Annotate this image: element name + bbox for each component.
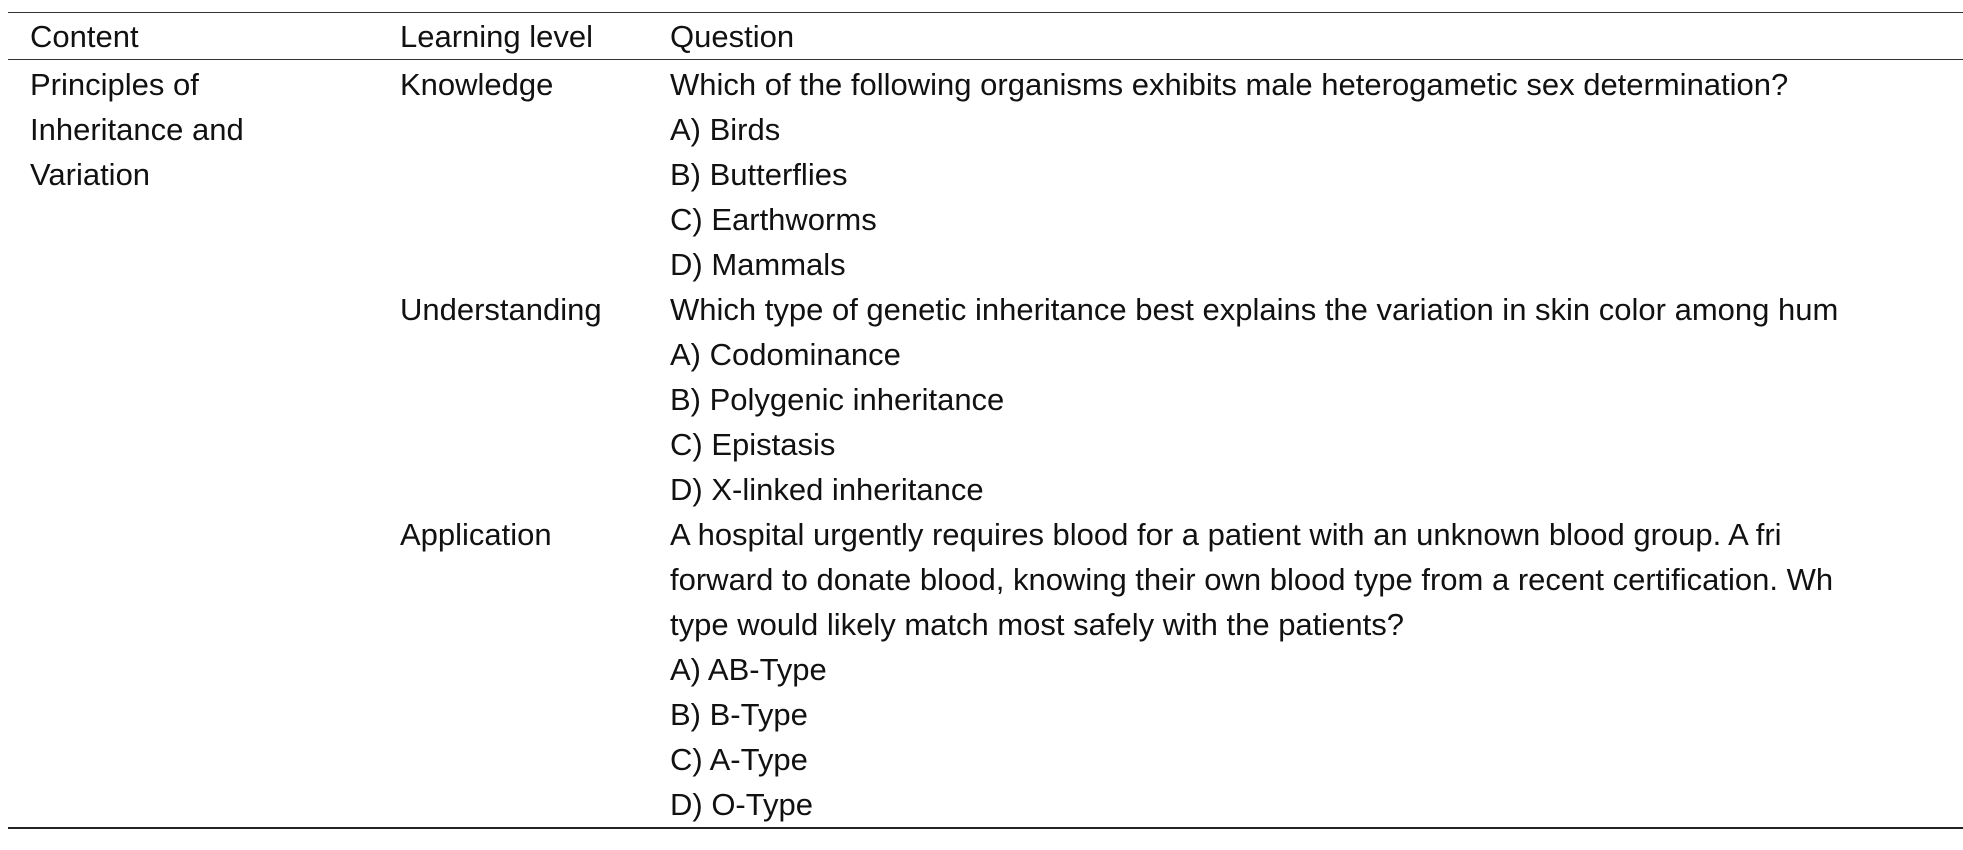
answer-option: A) Birds bbox=[670, 112, 781, 147]
question-text: Which of the following organisms exhibits male heterogametic sex determination? bbox=[670, 67, 1789, 102]
row-group-understanding bbox=[8, 287, 1963, 512]
answer-option: A) AB-Type bbox=[670, 652, 827, 687]
table-header bbox=[8, 13, 1963, 60]
header-content: Content bbox=[30, 19, 139, 54]
header-learning-level: Learning level bbox=[400, 19, 594, 54]
question-cell bbox=[648, 512, 1963, 828]
answer-option: C) A-Type bbox=[670, 742, 808, 777]
question-text: Which type of genetic inheritance best explains the variation in skin color among hum bbox=[670, 292, 1839, 327]
answer-option: B) Polygenic inheritance bbox=[670, 382, 1005, 417]
table-row bbox=[8, 287, 1963, 512]
answer-option: C) Earthworms bbox=[670, 202, 877, 237]
content-label: Principles of Inheritance and Variation bbox=[30, 67, 244, 192]
content-cell-empty bbox=[8, 512, 378, 828]
question-text: forward to donate blood, knowing their own blood type from a recent certification. Wh bbox=[670, 562, 1834, 597]
question-table bbox=[8, 12, 1963, 829]
content-cell-empty bbox=[8, 287, 378, 512]
answer-option: D) O-Type bbox=[670, 787, 813, 822]
row-group-application bbox=[8, 512, 1963, 828]
answer-option: B) B-Type bbox=[670, 697, 808, 732]
question-text: A hospital urgently requires blood for a patient with an unknown blood group. A fri bbox=[670, 517, 1782, 552]
question-text: type would likely match most safely with the patients? bbox=[670, 607, 1405, 642]
table-row bbox=[8, 512, 1963, 828]
learning-level-cell: Knowledge bbox=[400, 67, 554, 102]
header-row bbox=[8, 13, 1963, 60]
answer-option: D) Mammals bbox=[670, 247, 846, 282]
content-cell bbox=[8, 60, 378, 288]
answer-option: D) X-linked inheritance bbox=[670, 472, 984, 507]
table-row bbox=[8, 60, 1963, 288]
learning-level-cell: Application bbox=[400, 517, 552, 552]
row-group-knowledge bbox=[8, 60, 1963, 288]
header-question: Question bbox=[670, 19, 795, 54]
answer-option: C) Epistasis bbox=[670, 427, 836, 462]
question-cell bbox=[648, 287, 1963, 512]
learning-level-cell: Understanding bbox=[400, 292, 602, 327]
answer-option: B) Butterflies bbox=[670, 157, 848, 192]
answer-option: A) Codominance bbox=[670, 337, 901, 372]
question-cell bbox=[648, 60, 1963, 288]
